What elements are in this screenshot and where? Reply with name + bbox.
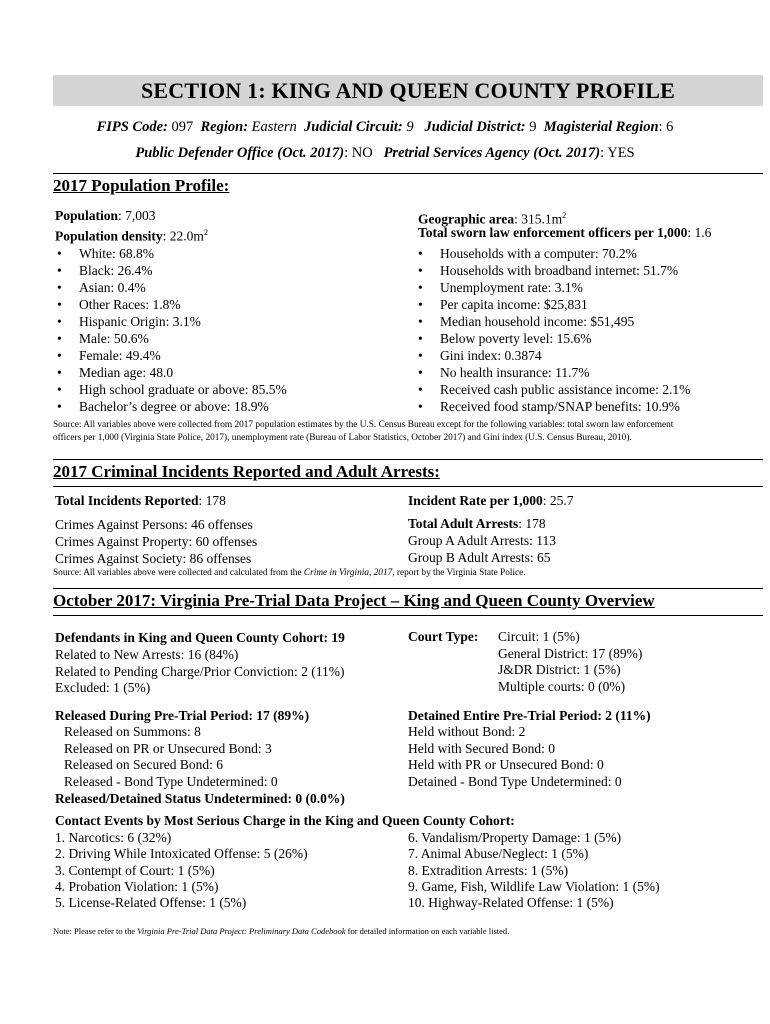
demographic-item: • Female: 49.4% [55, 347, 287, 364]
fips-label: FIPS Code: [96, 119, 168, 135]
demographic-item: • Male: 50.6% [55, 330, 287, 347]
region-label: Region: [200, 119, 249, 135]
detained-item: Held with PR or Unsecured Bond: 0 [408, 757, 604, 772]
economic-item: • Households with broadband internet: 51.7% [416, 262, 690, 279]
contact-event-item: 8. Extradition Arrests: 1 (5%) [408, 862, 569, 878]
status-undetermined: Released/Detained Status Undetermined: 0 (0.0%) [55, 791, 345, 806]
released-item: Released on Secured Bond: 6 [64, 757, 223, 772]
economics-list [416, 245, 690, 415]
contact-event-item: 5. License-Related Offense: 1 (5%) [55, 895, 247, 911]
contact-event-item: 3. Contempt of Court: 1 (5%) [55, 862, 215, 878]
demographic-item: • Asian: 0.4% [55, 279, 287, 296]
court-type-item: General District: 17 (89%) [498, 645, 643, 661]
crimes-property: Crimes Against Property: 60 offenses [55, 534, 258, 549]
pretrial-heading: October 2017: Virginia Pre-Trial Data Project – King and Queen County Overview [53, 588, 763, 611]
released-item: Released - Bond Type Undetermined: 0 [64, 773, 278, 789]
contact-events-label: Contact Events by Most Serious Charge in the King and Queen County Cohort: [55, 813, 515, 828]
pretrial-rule [53, 615, 763, 616]
total-arrests-line: Total Adult Arrests: 178 [408, 516, 546, 531]
psa-value: YES [607, 145, 635, 161]
codebook-note: Note: Please refer to the Virginia Pre-Trial Data Project: Preliminary Data Codebook for detailed information on each variable listed. [53, 926, 510, 936]
population-line: Population: 7,003 [55, 208, 156, 223]
detained-item: Held with Secured Bond: 0 [408, 740, 555, 756]
crime-source: Source: All variables above were collected and calculated from the Crime in Virginia, 2017, report by the Virginia State Police. [53, 568, 526, 578]
crime-rule [53, 486, 763, 487]
economic-item: • Median household income: $51,495 [416, 313, 690, 330]
county-meta-line-2: Public Defender Office (Oct. 2017): NO Pretrial Services Agency (Oct. 2017): YES [135, 145, 635, 161]
court-type-label: Court Type: [408, 629, 479, 644]
judicial-circuit-label: Judicial Circuit: [304, 119, 403, 135]
sworn-officers-line: Total sworn law enforcement officers per 1,000: 1.6 [418, 225, 712, 240]
cohort-label: Defendants in King and Queen County Cohort: 19 [55, 630, 345, 645]
demographic-item: • Bachelor’s degree or above: 18.9% [55, 398, 287, 415]
contact-event-item: 10. Highway-Related Offense: 1 (5%) [408, 895, 614, 911]
released-label: Released During Pre-Trial Period: 17 (89%) [55, 708, 310, 723]
court-type-item: Circuit: 1 (5%) [498, 629, 580, 644]
contact-event-item: 9. Game, Fish, Wildlife Law Violation: 1 (5%) [408, 878, 660, 894]
population-heading: 2017 Population Profile: [53, 173, 763, 196]
population-source: Source: All variables above were collected from 2017 population estimates by the U.S. Census Bureau except for the following variables: total sworn law enforcement officers per 1,000 (Virginia State Police, 2017), unemployment rate (Bureau of Labor Statistics, October 2017) and Gini index (U.S. Census Bureau, 2010). [53, 420, 674, 443]
judicial-district-label: Judicial District: [424, 119, 526, 135]
detained-item: Held without Bond: 2 [408, 724, 526, 739]
economic-item: • Received cash public assistance income: 2.1% [416, 381, 690, 398]
economic-item: • Below poverty level: 15.6% [416, 330, 690, 347]
demographic-item: • Other Races: 1.8% [55, 296, 287, 313]
demographics-list [55, 245, 287, 415]
judicial-circuit-value: 9 [406, 119, 414, 135]
economic-item: • No health insurance: 11.7% [416, 364, 690, 381]
region-value: Eastern [251, 119, 297, 135]
contact-event-item: 2. Driving While Intoxicated Offense: 5 (26%) [55, 846, 308, 862]
demographic-item: • High school graduate or above: 85.5% [55, 381, 287, 398]
demographic-item: • Hispanic Origin: 3.1% [55, 313, 287, 330]
economic-item: • Per capita income: $25,831 [416, 296, 690, 313]
economic-item: • Unemployment rate: 3.1% [416, 279, 690, 296]
contact-event-item: 6. Vandalism/Property Damage: 1 (5%) [408, 830, 622, 845]
magisterial-value: 6 [666, 119, 674, 135]
released-item: Released on PR or Unsecured Bond: 3 [64, 740, 272, 756]
section-title: SECTION 1: KING AND QUEEN COUNTY PROFILE [53, 75, 763, 106]
contact-event-item: 4. Probation Violation: 1 (5%) [55, 878, 219, 894]
fips-value: 097 [171, 119, 194, 135]
economic-item: • Households with a computer: 70.2% [416, 245, 690, 262]
cohort-item: Related to Pending Charge/Prior Conviction: 2 (11%) [55, 663, 345, 679]
contact-event-item: 1. Narcotics: 6 (32%) [55, 830, 172, 845]
court-type-item: J&DR District: 1 (5%) [498, 662, 621, 677]
contact-event-item: 7. Animal Abuse/Neglect: 1 (5%) [408, 846, 589, 862]
pdo-label: Public Defender Office (Oct. 2017) [135, 145, 345, 161]
crimes-persons: Crimes Against Persons: 46 offenses [55, 517, 253, 532]
released-item: Released on Summons: 8 [64, 724, 201, 739]
pdo-value: NO [351, 145, 373, 161]
demographic-item: • Median age: 48.0 [55, 364, 287, 381]
group-a-arrests: Group A Adult Arrests: 113 [408, 533, 557, 548]
demographic-item: • Black: 26.4% [55, 262, 287, 279]
cohort-item: Excluded: 1 (5%) [55, 680, 151, 695]
total-incidents-line: Total Incidents Reported: 178 [55, 493, 226, 508]
judicial-district-value: 9 [529, 119, 537, 135]
area-line: Geographic area: $315.1m^2$ [418, 211, 567, 227]
detained-label: Detained Entire Pre-Trial Period: 2 (11%) [408, 708, 651, 723]
group-b-arrests: Group B Adult Arrests: 65 [408, 550, 551, 565]
crime-heading: 2017 Criminal Incidents Reported and Adult Arrests: [53, 459, 763, 482]
incident-rate-line: Incident Rate per 1,000: 25.7 [408, 493, 574, 508]
economic-item: • Gini index: 0.3874 [416, 347, 690, 364]
demographic-item: • White: 68.8% [55, 245, 287, 262]
psa-label: Pretrial Services Agency (Oct. 2017) [383, 145, 601, 161]
economic-item: • Received food stamp/SNAP benefits: 10.9% [416, 398, 690, 415]
crimes-society: Crimes Against Society: 86 offenses [55, 551, 252, 566]
county-meta-line-1: FIPS Code: 097 Region: Eastern Judicial Circuit: 9 Judicial District: 9 Magisterial Region: 6 [96, 119, 674, 135]
detained-item: Detained - Bond Type Undetermined: 0 [408, 773, 622, 789]
cohort-item: Related to New Arrests: 16 (84%) [55, 647, 239, 662]
density-line: Population density: $22.0m^2$ [55, 228, 208, 244]
magisterial-label: Magisterial Region [543, 119, 659, 135]
court-type-item: Multiple courts: 0 (0%) [498, 678, 626, 694]
